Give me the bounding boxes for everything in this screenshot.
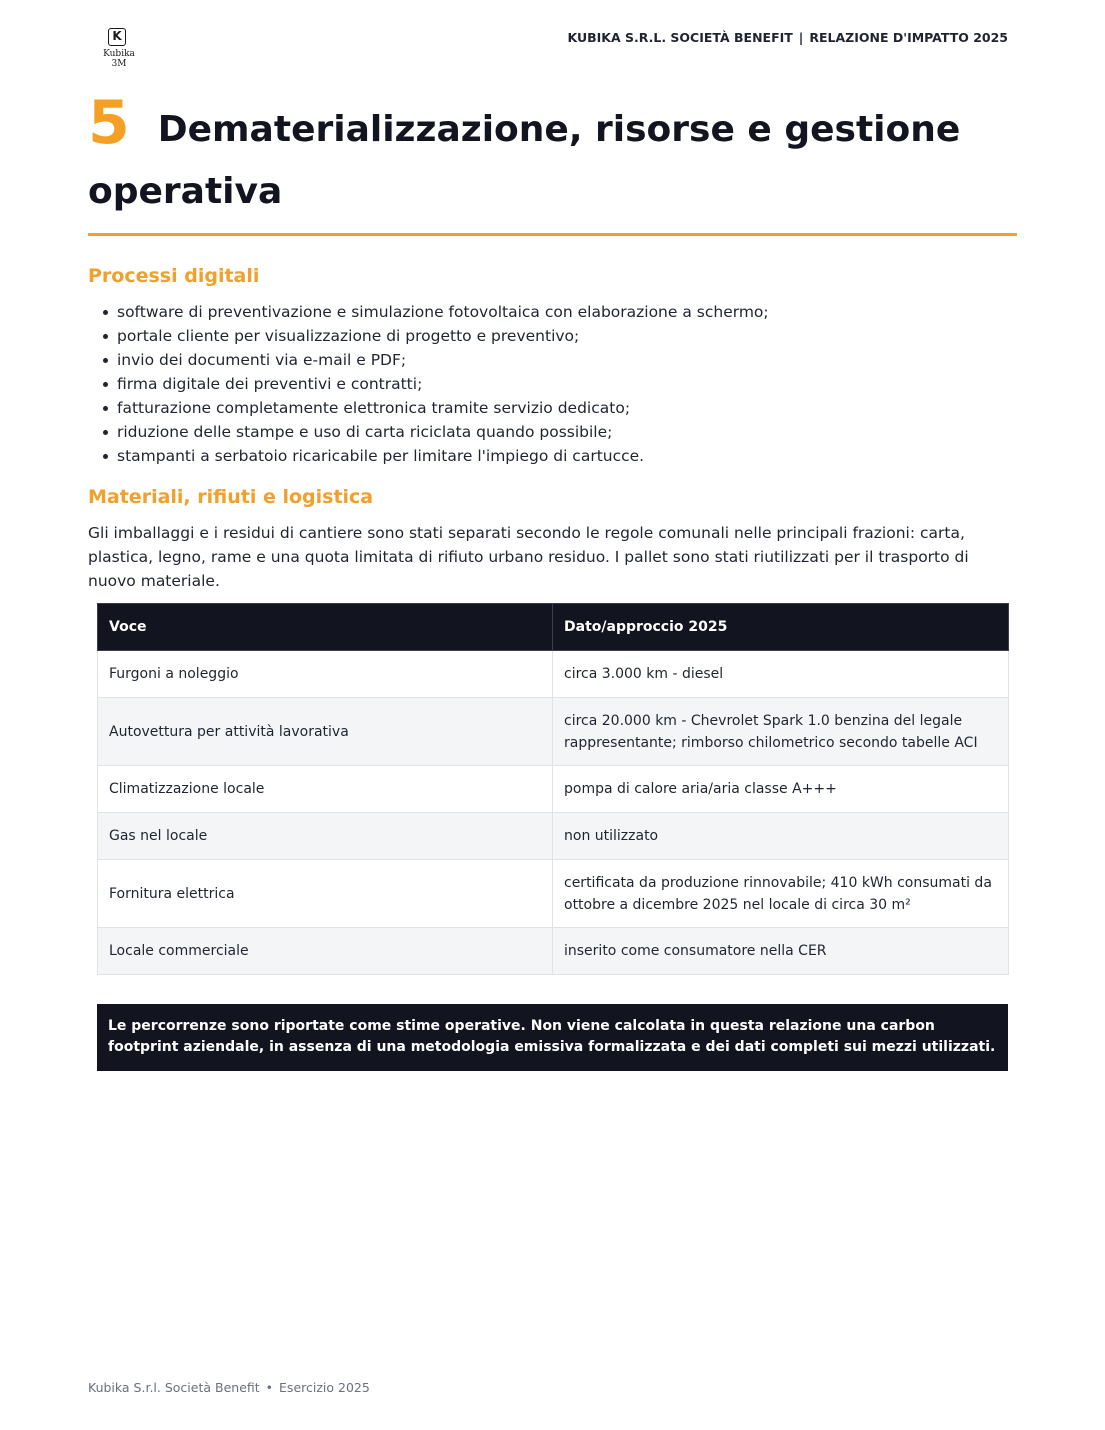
digital-process-list <box>100 300 769 468</box>
list-item: stampanti a serbatoio ricaricabile per limitare l'impiego di cartucce. <box>100 444 769 468</box>
table-cell-voce: Autovettura per attività lavorativa <box>98 698 553 766</box>
header-company: KUBIKA S.R.L. SOCIETÀ BENEFIT <box>567 30 793 45</box>
column-header-voce: Voce <box>98 604 553 651</box>
table-cell-voce: Furgoni a noleggio <box>98 651 553 698</box>
running-header <box>568 30 1009 45</box>
list-item: firma digitale dei preventivi e contratti; <box>100 372 769 396</box>
table-row <box>98 860 1009 928</box>
chapter-title-text: Dematerializzazione, risorse e gestione operativa <box>88 109 961 212</box>
list-item: riduzione delle stampe e uso di carta riciclata quando possibile; <box>100 420 769 444</box>
section-heading-digital: Processi digitali <box>88 265 260 287</box>
header-report: RELAZIONE D'IMPATTO 2025 <box>809 30 1008 45</box>
footer-separator: • <box>265 1380 274 1395</box>
table-row <box>98 651 1009 698</box>
list-item: invio dei documenti via e-mail e PDF; <box>100 348 769 372</box>
table-cell-dato: circa 20.000 km - Chevrolet Spark 1.0 benzina del legale rappresentante; rimborso chilometrico secondo tabelle ACI <box>553 698 1009 766</box>
table-row <box>98 766 1009 813</box>
page-footer <box>88 1380 370 1395</box>
header-separator: | <box>798 30 804 45</box>
table-row <box>98 698 1009 766</box>
chapter-number: 5 <box>88 88 130 158</box>
table-cell-voce: Climatizzazione locale <box>98 766 553 813</box>
table-row <box>98 813 1009 860</box>
logo-mark: K <box>108 28 126 46</box>
list-item: software di preventivazione e simulazione fotovoltaica con elaborazione a schermo; <box>100 300 769 324</box>
materials-paragraph: Gli imballaggi e i residui di cantiere sono stati separati secondo le regole comunali nelle principali frazioni: carta, plastica, legno, rame e una quota limitata di rifiuto urbano residuo. I pallet sono stati riutilizzati per il trasporto di nuovo materiale. <box>88 524 969 590</box>
title-divider <box>88 233 1017 236</box>
table-cell-dato: inserito come consumatore nella CER <box>553 928 1009 975</box>
chapter-title-block <box>88 88 1018 223</box>
section-heading-materials: Materiali, rifiuti e logistica <box>88 486 374 508</box>
table-row <box>98 928 1009 975</box>
table-cell-dato: pompa di calore aria/aria classe A+++ <box>553 766 1009 813</box>
table-cell-dato: certificata da produzione rinnovabile; 410 kWh consumati da ottobre a dicembre 2025 nel locale di circa 30 m² <box>553 860 1009 928</box>
table-cell-voce: Locale commerciale <box>98 928 553 975</box>
note-box: Le percorrenze sono riportate come stime operative. Non viene calcolata in questa relazione una carbon footprint aziendale, in assenza di una metodologia emissiva formalizzata e dei dati completi sui mezzi utilizzati. <box>97 1004 1008 1071</box>
logo-wordmark: Kubika 3M <box>103 49 135 69</box>
resources-table <box>97 603 1009 975</box>
table-cell-voce: Gas nel locale <box>98 813 553 860</box>
list-item: portale cliente per visualizzazione di progetto e preventivo; <box>100 324 769 348</box>
list-item: fatturazione completamente elettronica tramite servizio dedicato; <box>100 396 769 420</box>
table-cell-dato: non utilizzato <box>553 813 1009 860</box>
company-logo <box>96 26 142 69</box>
column-header-dato: Dato/approccio 2025 <box>553 604 1009 651</box>
footer-period: Esercizio 2025 <box>279 1380 370 1395</box>
table-header-row <box>98 604 1009 651</box>
table-cell-dato: circa 3.000 km - diesel <box>553 651 1009 698</box>
footer-company: Kubika S.r.l. Società Benefit <box>88 1380 260 1395</box>
chapter-title <box>88 88 1018 223</box>
table-cell-voce: Fornitura elettrica <box>98 860 553 928</box>
